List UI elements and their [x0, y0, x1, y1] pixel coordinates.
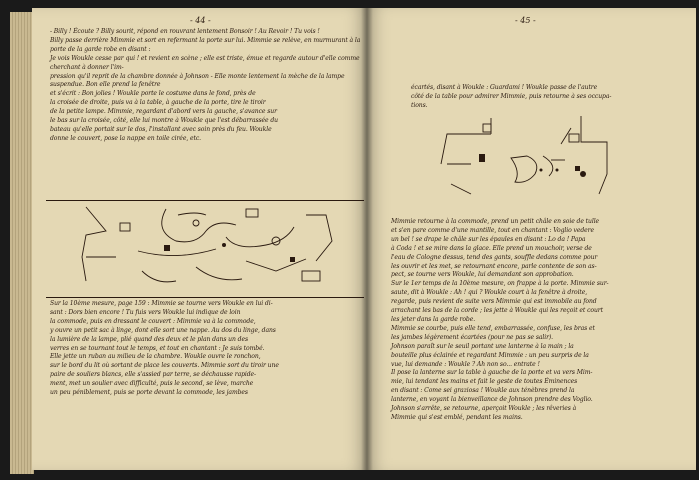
- stage-diagram-right: [431, 114, 641, 210]
- left-page: [32, 8, 367, 470]
- stage-diagram-left: [46, 200, 364, 298]
- left-paragraph-bottom: Sur la 10ème mesure, page 159 : Mimmie se tourne vers Woukle en lui di- sant : Dors bien encore ! Tu fuis vers Woukle lui indique de loin la commode, puis en dressant le couvert : Mimmie va à la commode, y ouvre un petit sac à linge, dont elle sort une nappe. Au dos du linge, dans la lumière de la lampe, plié quand des deux et le plan dans un des verres en se tournant tout le temps, et tout en chantant : Je suis tombé. Elle jette un ruban au milieu de la chambre. Woukle ouvre le ronchon, sur le bord du lit où sortant de place les couverts. Mimmie sort du tiroir une paire de souliers blancs, elle s'assied par terre, se déchausse rapide- ment, met un soulier avec difficulté, puis le second, se lève, marche un peu péniblement, puis se porte devant la commode, les jambes: [50, 300, 279, 397]
- right-paragraph-bottom: Mimmie retourne à la commode, prend un petit châle en soie de tulle et s'en pare comme d'une mantille, tout en chantant : Voglio vedere un bel ! se drape le châle sur les épaules en disant : Lo da ! Papa à Coda ! et se mire dans la glace. Elle prend un mouchoir, verse de l'eau de Cologne dessus, tend des gants, souffle dedans comme pour les ouvrir et les met, se retournant encore, parle contente de son as- pect, se tourne vers Woukle, lui demandant son approbation. Sur le 1er temps de la 10ème mesure, on frappe à la porte. Mimmie sur- saute, dit à Woukle : Ah ! qui ? Woukle court à la fenêtre à droite, regarde, puis revient de suite vers Mimmie qui est immobile au fond arrachant les bas de la corde ; les jette à Woukle qui les reçoit et court les jeter dans la garde robe. Mimmie se courbe, puis elle tend, embarrassée, confuse, les bras et les jambes légèrement écartées (pour ne pas se salir). Johnson paraît sur le seuil portant une lanterne à la main ; la bouteille plus éclairée et regardant Mimmie : un peu surpris de la vue, lui demande : Woukle ? Ah non so... entrate ! Il pose la lanterne sur la table à gauche de la porte et va vers Mim- mie, lui tendant les mains et fait le geste de toutes Éminences en disant : Come sei graziosa ! Woukle aux ténèbres prend la lanterne, en voyant la bienveillance de Johnson prendre des Voglio. Johnson s'arrête, se retourne, aperçoit Woukle ; les rêveries à Mimmie qui s'est emblé, pendant les mains.: [391, 218, 609, 421]
- open-book: [10, 4, 692, 474]
- right-paragraph-top: écartés, disant à Woukle : Guardami ! Woukle passe de l'autre côté de la table pour admirer Mimmie, puis retourne à ses occupa- tions.: [411, 84, 612, 109]
- book-gutter: [361, 8, 373, 470]
- left-page-number: - 44 -: [190, 16, 211, 25]
- left-paragraph-top: - Billy ! Écoute ? Billy sourit, répond en rouvrant lentement Bonsoir ! Au Revoir ! Tu vois ! Billy passe derrière Mimmie et sort en refermant la porte sur lui. Mimmie se relève, en murmurant à la porte de la garde robe en disant : Je vois Woukle cesse par qui ! et revient en scène ; elle est triste, émue et regarde autour d'elle comme cherchant à donner l'im- pression qu'il reprit de la chambre donnée à Johnson - Elle monte lentement la mèche de la lampe suspendue. Bon elle prend la fenêtre et s'écrit : Bon jolies ! Woukle porte le costume dans le fond, près de la croisée de droite, puis va à la table, à gauche de la porte, tire le tiroir de la petite lampe. Mimmie, regardant d'abord vers la gauche, s'avance sur le bas sur la croisée, côté, elle lui montre à Woukle que l'est débarrassée du bateau qu'elle portait sur le dos, l'installant avec soin près du feu. Woukle donne le couvert, pose la nappe en toile cirée, etc.: [50, 28, 361, 142]
- right-page-number: - 45 -: [515, 16, 536, 25]
- right-page: [367, 8, 696, 470]
- page-edges: [10, 12, 34, 474]
